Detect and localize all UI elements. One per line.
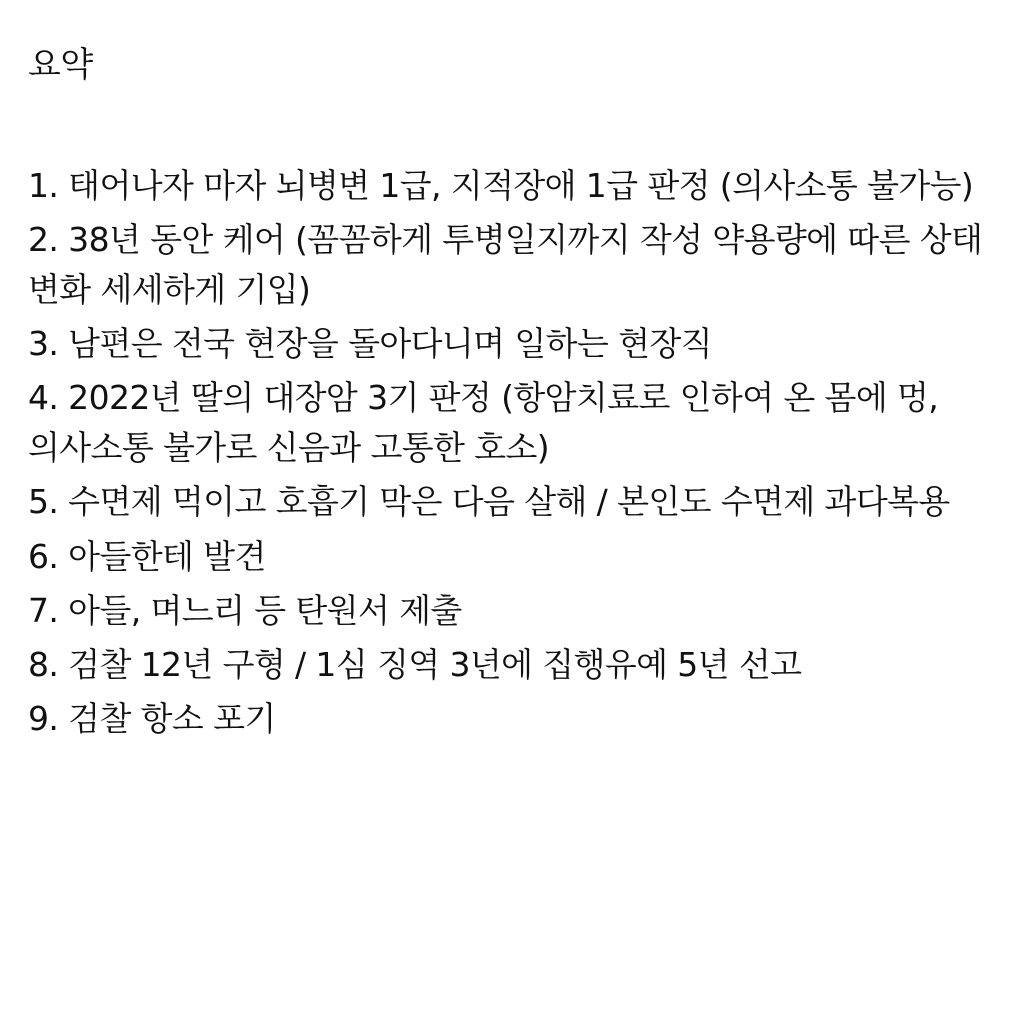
- list-item: 5. 수면제 먹이고 호흡기 막은 다음 살해 / 본인도 수면제 과다복용: [28, 482, 950, 522]
- list-item: 9. 검찰 항소 포기: [28, 699, 276, 739]
- list-item: 2. 38년 동안 케어 (꼼꼼하게 투병일지까지 작성 약용량에 따른 상태 변화 세세하게 기입): [28, 219, 983, 309]
- list-item: 4. 2022년 딸의 대장암 3기 판정 (항암치료로 인하여 온 몸에 멍, 의사소통 불가로 신음과 고통한 호소): [28, 378, 939, 468]
- list-item: 8. 검찰 12년 구형 / 1심 징역 3년에 집행유예 5년 선고: [28, 644, 802, 684]
- list-item: 6. 아들한테 발견: [28, 536, 266, 576]
- list-item: 3. 남편은 전국 현장을 돌아다니며 일하는 현장직: [28, 323, 712, 363]
- list-item: 1. 태어나자 마자 뇌병변 1급, 지적장애 1급 판정 (의사소통 불가능): [28, 165, 974, 205]
- page-title: 요약: [28, 45, 93, 85]
- summary-list: [28, 161, 996, 745]
- list-item: 7. 아들, 며느리 등 탄원서 제출: [28, 590, 462, 630]
